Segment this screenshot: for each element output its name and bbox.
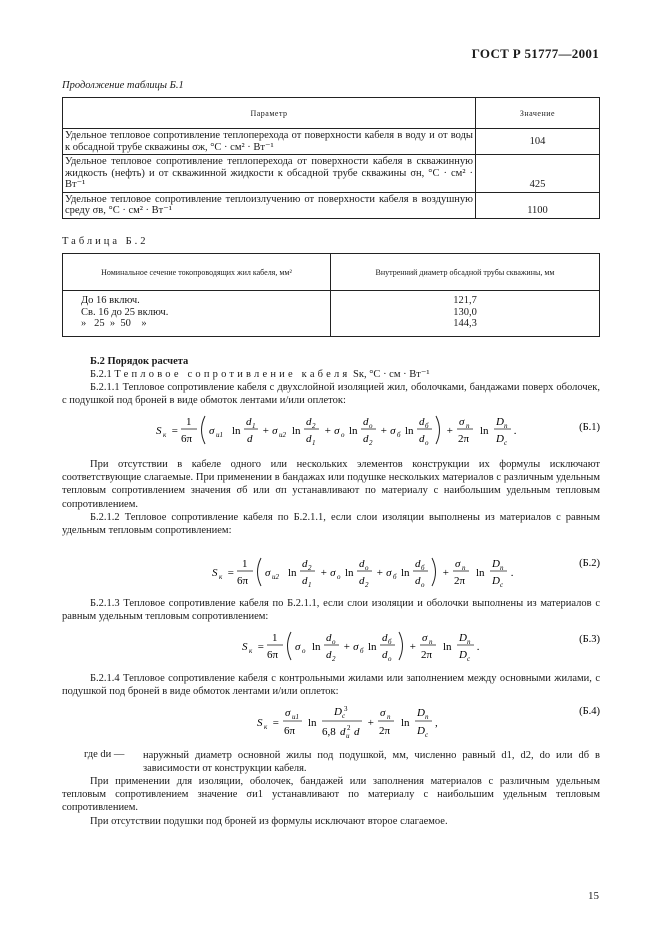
svg-text:D: D [496, 416, 504, 428]
svg-text:п: п [500, 564, 504, 572]
svg-text:+ σ: + σ [262, 425, 278, 437]
svg-text:d: d [382, 632, 388, 644]
where-definition: наружный диаметр основной жилы под подушкой, мм, численно равный d1, d2, dо или dб в зависимости от конструкции кабеля. [143, 750, 600, 774]
svg-text:о: о [341, 431, 345, 439]
table-b2 [62, 253, 600, 337]
svg-text:с: с [500, 581, 504, 589]
svg-text:+ σ: + σ [343, 641, 359, 653]
b211-paragraph: Б.2.1.1 Тепловое сопротивление кабеля с двухслойной изоляцией жил, оболочками, бандажами поверх оболочек, с подушкой под броней в виде обмоток лентами и/или оплеток: [62, 382, 600, 407]
svg-text:σ: σ [265, 567, 271, 579]
svg-text:3: 3 [344, 705, 348, 713]
svg-text:+: + [446, 425, 454, 437]
param-cell: Удельное тепловое сопротивление теплоперехода от поверхности кабеля в воду и от воды к обсадной трубе скважины σж, °С · см² · Вт⁻¹ [63, 129, 476, 155]
svg-text:б: б [360, 647, 364, 655]
svg-text:б: б [421, 564, 425, 572]
diameter-cell: 130,0 [453, 306, 477, 318]
svg-text:б: б [388, 638, 392, 646]
diameter-cell: 144,3 [453, 318, 477, 329]
svg-text:о: о [388, 655, 392, 663]
svg-text:ln: ln [292, 425, 301, 437]
param-cell: Удельное тепловое сопротивление теплоперехода от поверхности кабеля в скважинную жидкость (нефть) и от скважинной жидкости к обсадной трубе скважины σн, °С · см² · Вт⁻¹ [63, 155, 476, 193]
formula-b1-number: (Б.1) [579, 422, 600, 433]
svg-text:о: о [332, 638, 336, 646]
standard-header: ГОСТ Р 51777—2001 [471, 46, 599, 61]
formula-b1 [62, 410, 600, 450]
table-continuation-caption: Продолжение таблицы Б.1 [62, 80, 184, 91]
svg-text:п: п [429, 638, 433, 646]
svg-text:к: к [163, 431, 167, 439]
svg-text:ln: ln [345, 567, 354, 579]
svg-text:б: б [393, 573, 397, 581]
svg-text:1: 1 [186, 416, 192, 428]
svg-text:+ σ: + σ [320, 567, 336, 579]
svg-text:6π: 6π [267, 649, 279, 661]
svg-text:6π: 6π [181, 433, 193, 445]
materials-paragraph: При применении для изоляции, оболочек, бандажей или заполнения материалов с различным удельным тепловым сопротивлением значение σи1 устанавливают по материалу с наибольшим удельным тепловым сопротивлением. [62, 776, 600, 814]
where-prefix: где dи — [84, 749, 125, 760]
svg-text:1: 1 [272, 632, 278, 644]
svg-text:ln: ln [288, 567, 297, 579]
svg-text:D: D [459, 649, 467, 661]
svg-text:d: d [415, 575, 421, 587]
svg-text:ln: ln [476, 567, 485, 579]
svg-text:=: = [227, 567, 235, 579]
b21-heading [62, 368, 600, 381]
svg-text:п: п [387, 713, 391, 721]
svg-text:о: о [425, 439, 429, 447]
column-header-section: Номинальное сечение токопроводящих жил кабеля, мм² [63, 254, 331, 291]
section-cell: До 16 включ. [81, 295, 140, 306]
svg-text:σ: σ [209, 425, 215, 437]
svg-text:+ σ: + σ [376, 567, 392, 579]
svg-text:и1: и1 [292, 713, 299, 721]
svg-text:d: d [306, 433, 312, 445]
table-row [63, 155, 600, 193]
svg-text:2: 2 [365, 581, 369, 589]
svg-text:2π: 2π [421, 649, 433, 661]
svg-text:2π: 2π [454, 575, 466, 587]
svg-text:σ: σ [380, 707, 386, 719]
svg-text:к: к [249, 647, 253, 655]
column-header-diameter: Внутренний диаметр обсадной трубы скважины, мм [331, 254, 600, 291]
param-cell: Удельное тепловое сопротивление теплоизлучению от поверхности кабеля в воздушную среду σв, °С · см² · Вт⁻¹ [63, 192, 476, 218]
formula-b3 [62, 626, 600, 666]
svg-text:D: D [417, 707, 425, 719]
svg-text:.: . [514, 425, 517, 437]
page-number: 15 [588, 890, 599, 902]
svg-text:.: . [511, 567, 514, 579]
svg-text:о: о [302, 647, 306, 655]
svg-text:ln: ln [401, 567, 410, 579]
svg-text:ln: ln [401, 717, 410, 729]
svg-text:S: S [257, 717, 263, 729]
svg-text:п: п [504, 422, 508, 430]
svg-text:S: S [156, 425, 162, 437]
column-header-parameter: Параметр [63, 98, 476, 129]
svg-text:2: 2 [332, 655, 336, 663]
formula-b2 [62, 552, 600, 592]
svg-text:σ: σ [422, 632, 428, 644]
svg-text:D: D [492, 558, 500, 570]
svg-text:с: с [425, 731, 429, 739]
formula-b4-number: (Б.4) [579, 706, 600, 717]
svg-text:2π: 2π [458, 433, 470, 445]
formula-b4 [62, 700, 600, 744]
svg-text:1: 1 [308, 581, 312, 589]
svg-text:σ: σ [459, 416, 465, 428]
value-cell: 104 [476, 129, 600, 155]
section-cell: » 25 » 50 » [81, 318, 147, 329]
svg-text:d: d [415, 558, 421, 570]
b21-unit: Sк, °С · см · Вт⁻¹ [353, 369, 430, 380]
svg-text:с: с [467, 655, 471, 663]
b21-label: Б.2.1 [90, 369, 112, 380]
svg-text:D: D [496, 433, 504, 445]
svg-text:d: d [382, 649, 388, 661]
value-cell: 425 [476, 155, 600, 193]
svg-text:о: о [337, 573, 341, 581]
svg-text:D: D [492, 575, 500, 587]
svg-text:2: 2 [308, 564, 312, 572]
svg-text:+: + [367, 717, 375, 729]
svg-text:п: п [467, 638, 471, 646]
value-cell: 1100 [476, 192, 600, 218]
svg-text:2: 2 [312, 422, 316, 430]
svg-text:+: + [442, 567, 450, 579]
svg-text:п: п [425, 713, 429, 721]
svg-text:и: и [346, 732, 350, 740]
svg-text:о: о [365, 564, 369, 572]
absent-elements-paragraph: При отсутствии в кабеле одного или нескольких элементов конструкции их формулы исключают соответствующие слагаемые. При применении в бандажах или подушке нескольких материалов с различным удельным тепловым сопротивлением значения σб или σп устанавливают по материалу с наибольшим удельным тепловым сопротивлением. [62, 459, 600, 510]
table-b2-caption: Таблица Б.2 [62, 236, 149, 247]
svg-text:и1: и1 [216, 431, 223, 439]
svg-text:ln: ln [308, 717, 317, 729]
svg-text:+: + [409, 641, 417, 653]
svg-text:ln: ln [443, 641, 452, 653]
svg-text:σ: σ [455, 558, 461, 570]
svg-text:2: 2 [347, 724, 351, 732]
svg-text:и2: и2 [272, 573, 279, 581]
svg-text:d: d [326, 632, 332, 644]
svg-text:ln: ln [480, 425, 489, 437]
table-row [63, 291, 600, 337]
b212-paragraph: Б.2.1.2 Тепловое сопротивление кабеля по Б.2.1.1, если слои изоляции выполнены из материалов с равным удельным тепловым сопротивлением: [62, 512, 600, 537]
column-header-value: Значение [476, 98, 600, 129]
svg-text:б: б [425, 422, 429, 430]
svg-text:d: d [419, 416, 425, 428]
formula-b2-number: (Б.2) [579, 558, 600, 569]
svg-text:+ σ: + σ [380, 425, 396, 437]
svg-text:D: D [459, 632, 467, 644]
svg-text:к: к [264, 723, 268, 731]
svg-text:d: d [247, 433, 253, 445]
svg-text:ln: ln [405, 425, 414, 437]
svg-text:1: 1 [312, 439, 316, 447]
table-b1 [62, 97, 600, 219]
svg-text:d: d [306, 416, 312, 428]
svg-text:ln: ln [368, 641, 377, 653]
section-title: Б.2 Порядок расчета [90, 356, 189, 367]
svg-text:d: d [354, 726, 360, 738]
svg-text:6π: 6π [284, 725, 296, 737]
svg-text:2: 2 [369, 439, 373, 447]
svg-text:2π: 2π [379, 725, 391, 737]
svg-text:и2: и2 [279, 431, 286, 439]
svg-text:ln: ln [349, 425, 358, 437]
svg-text:d: d [359, 575, 365, 587]
svg-text:ln: ln [312, 641, 321, 653]
svg-text:с: с [342, 712, 346, 720]
svg-text:S: S [212, 567, 218, 579]
svg-text:d: d [302, 558, 308, 570]
svg-text:D: D [417, 725, 425, 737]
svg-text:с: с [504, 439, 508, 447]
svg-text:d: d [302, 575, 308, 587]
svg-text:d: d [359, 558, 365, 570]
svg-text:d: d [246, 416, 252, 428]
table-row [63, 129, 600, 155]
svg-text:п: п [462, 564, 466, 572]
svg-text:=: = [257, 641, 265, 653]
svg-text:+ σ: + σ [324, 425, 340, 437]
b213-paragraph: Б.2.1.3 Тепловое сопротивление кабеля по Б.2.1.1, если слои изоляции и оболочки выполнены из материалов с равным удельным тепловым сопротивлением: [62, 598, 600, 623]
svg-text:σ: σ [295, 641, 301, 653]
svg-text:п: п [466, 422, 470, 430]
svg-text:6,8: 6,8 [322, 726, 336, 738]
svg-text:о: о [421, 581, 425, 589]
svg-text:к: к [219, 573, 223, 581]
b21-spaced-title: Тепловое сопротивление кабеля [114, 369, 351, 380]
diameter-cell: 121,7 [453, 295, 477, 306]
svg-text:d: d [419, 433, 425, 445]
svg-text:б: б [397, 431, 401, 439]
svg-text:σ: σ [285, 707, 291, 719]
formula-b3-number: (Б.3) [579, 634, 600, 645]
svg-text:о: о [369, 422, 373, 430]
table-row [63, 192, 600, 218]
svg-text:6π: 6π [237, 575, 249, 587]
svg-text:.: . [477, 641, 480, 653]
svg-text:d: d [363, 416, 369, 428]
svg-text:d: d [340, 726, 346, 738]
no-cushion-paragraph: При отсутствии подушки под броней из формулы исключают второе слагаемое. [90, 816, 448, 827]
svg-text:=: = [171, 425, 179, 437]
section-cell: Св. 16 до 25 включ. [81, 306, 169, 318]
svg-text:ln: ln [232, 425, 241, 437]
svg-text:D: D [334, 706, 342, 718]
svg-text:d: d [363, 433, 369, 445]
svg-text:1: 1 [242, 558, 248, 570]
svg-text:S: S [242, 641, 248, 653]
b214-paragraph: Б.2.1.4 Тепловое сопротивление кабеля с контрольными жилами или заполнением между основными жилами, с подушкой под броней в виде обмоток лентами и/или оплеток: [62, 673, 600, 698]
svg-text:d: d [326, 649, 332, 661]
svg-text:,: , [435, 717, 438, 729]
svg-text:1: 1 [252, 422, 256, 430]
svg-text:=: = [272, 717, 280, 729]
